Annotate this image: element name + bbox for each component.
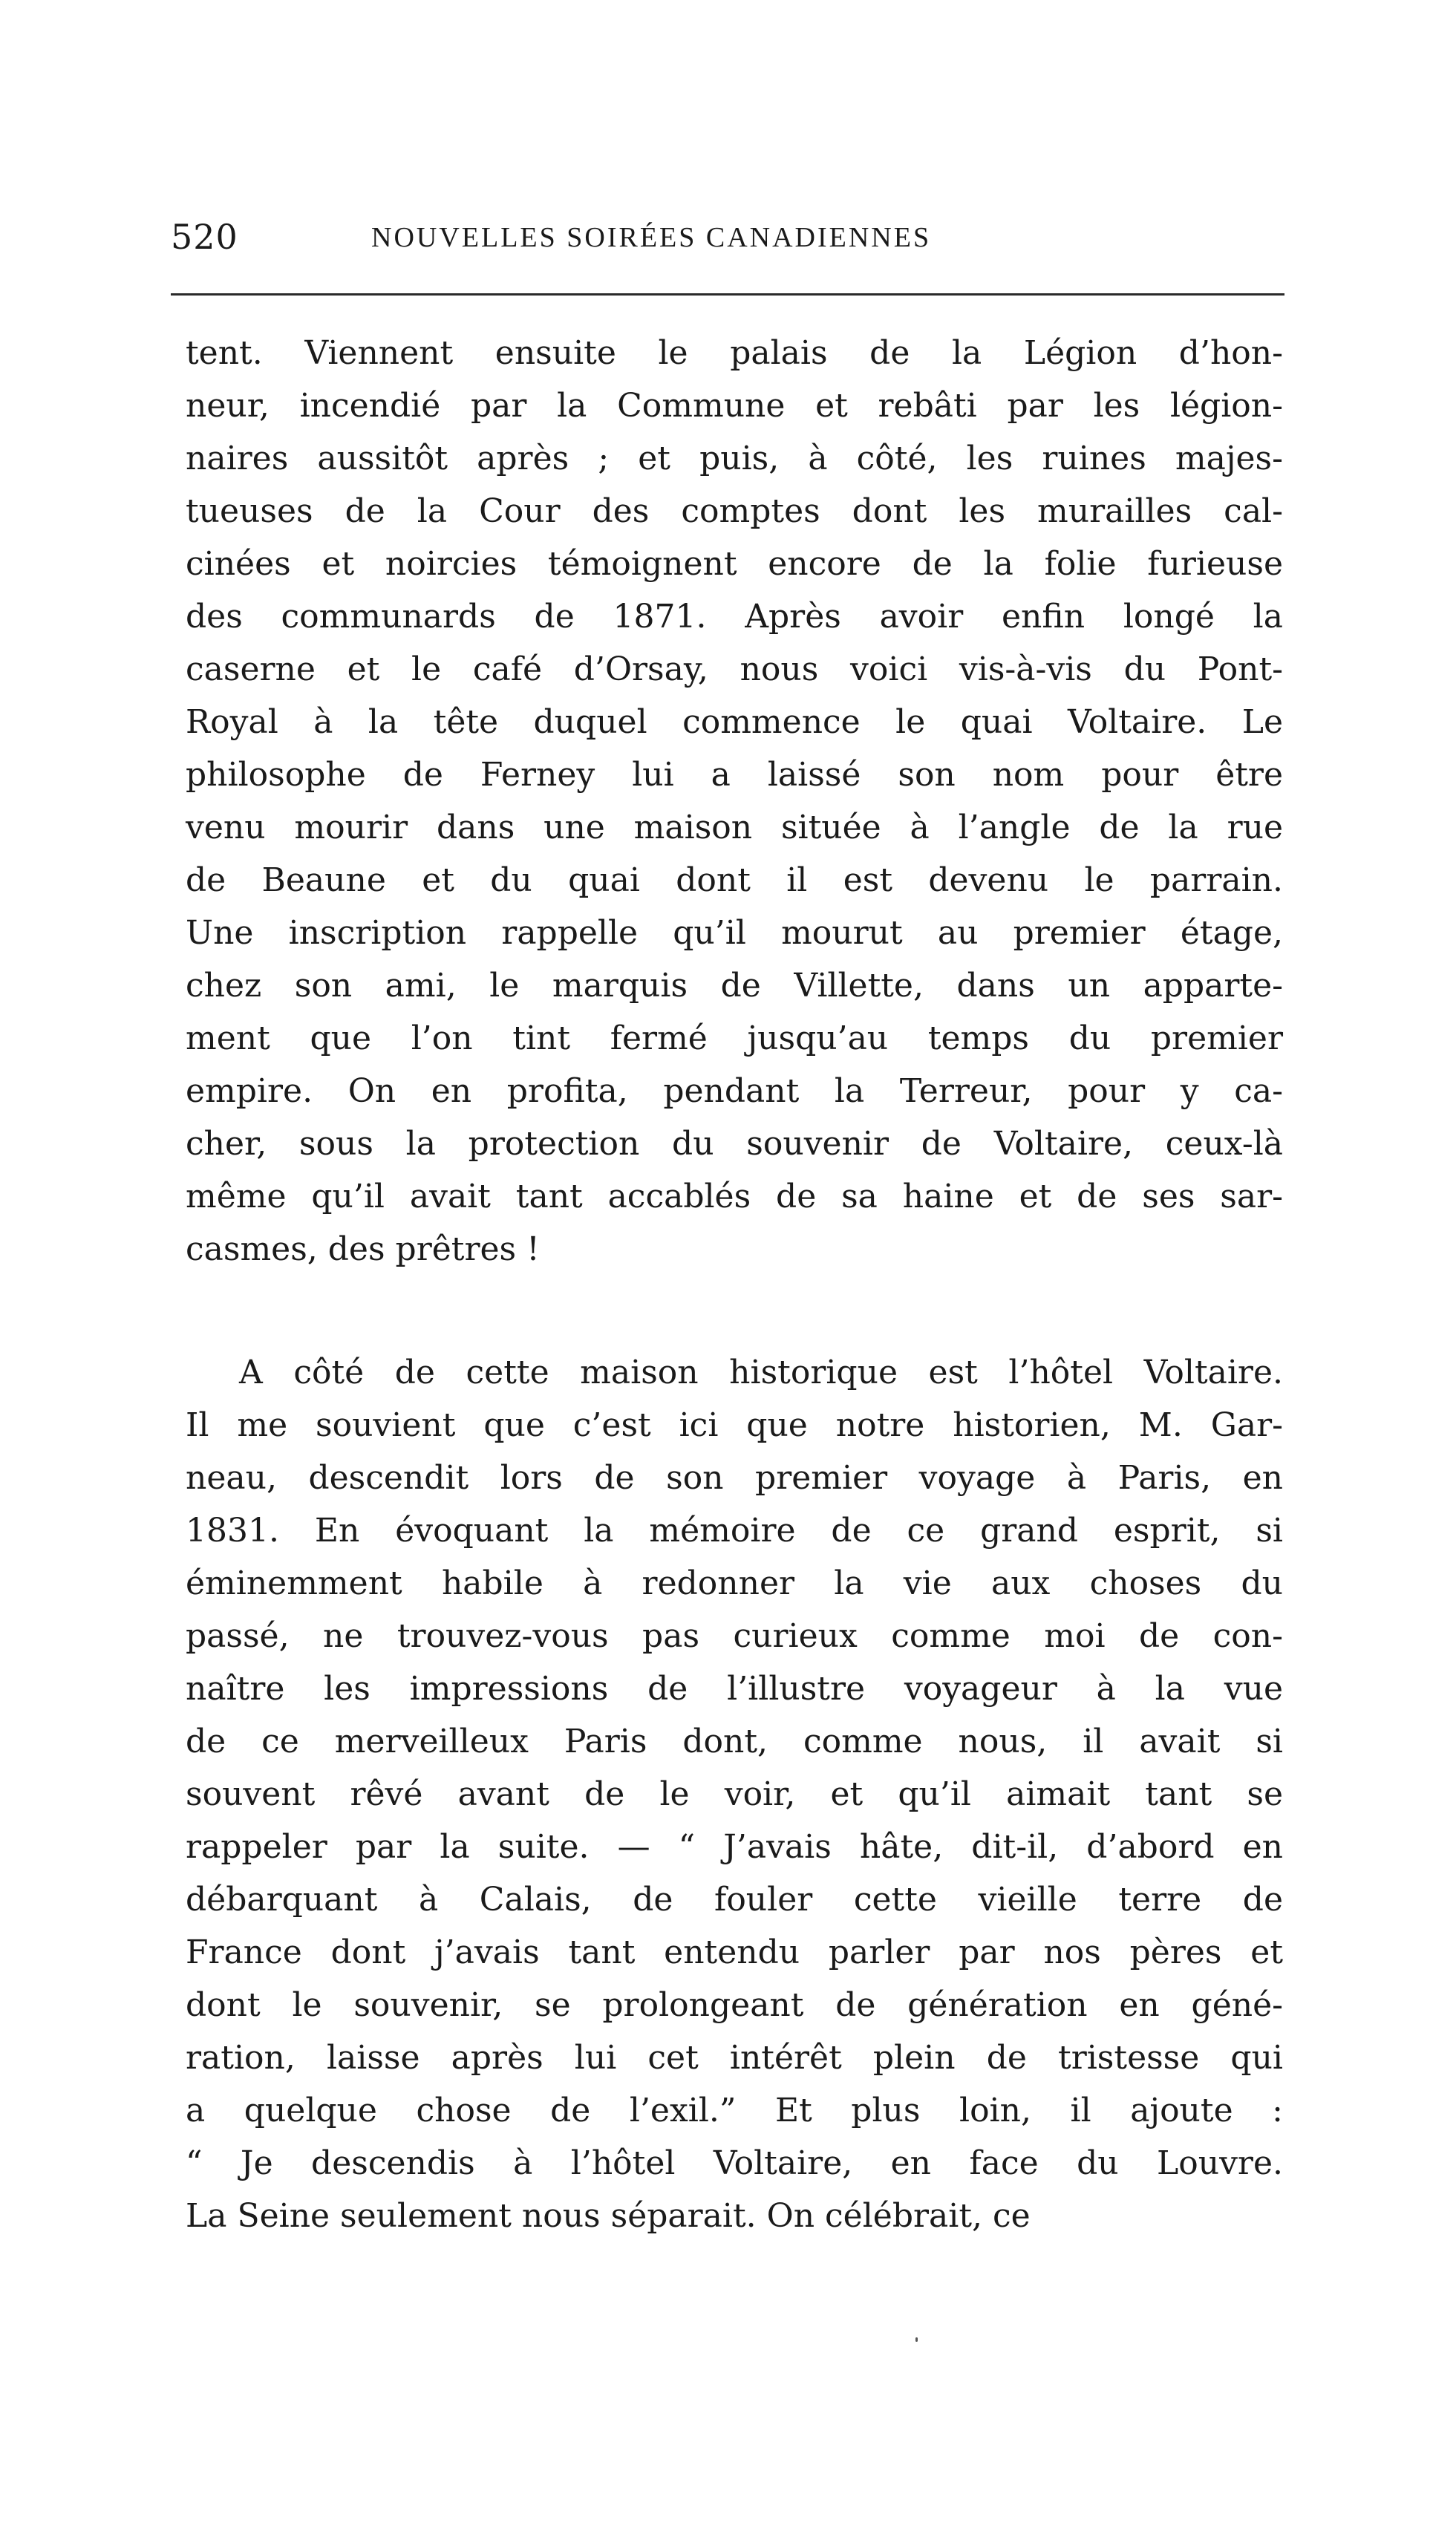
text-line: Une inscription rappelle qu’il mourut au premier étage, <box>186 914 1283 952</box>
text-line: La Seine seulement nous séparait. On célébrait, ce <box>186 2197 1031 2235</box>
text-line: de Beaune et du quai dont il est devenu le parrain. <box>186 861 1283 899</box>
header-rule <box>171 293 1284 296</box>
text-line: 1831. En évoquant la mémoire de ce grand esprit, si <box>186 1512 1283 1550</box>
text-line: ration, laisse après lui cet intérêt plein de tristesse qui <box>186 2039 1283 2077</box>
page-number: 520 <box>171 217 238 257</box>
text-line: passé, ne trouvez-vous pas curieux comme moi de con- <box>186 1617 1283 1655</box>
text-line: casmes, des prêtres ! <box>186 1230 540 1268</box>
text-line: de ce merveilleux Paris dont, comme nous, il avait si <box>186 1723 1283 1760</box>
text-line: philosophe de Ferney lui a laissé son nom pour être <box>186 756 1283 794</box>
text-line: Royal à la tête duquel commence le quai Voltaire. Le <box>186 703 1283 741</box>
text-line: A côté de cette maison historique est l’hôtel Voltaire. <box>239 1354 1283 1391</box>
text-line: neau, descendit lors de son premier voyage à Paris, en <box>186 1459 1283 1497</box>
text-line: tueuses de la Cour des comptes dont les murailles cal- <box>186 492 1283 530</box>
text-line: caserne et le café d’Orsay, nous voici vis-à-vis du Pont- <box>186 650 1283 688</box>
paper-speck <box>915 2337 918 2342</box>
text-line: venu mourir dans une maison située à l’angle de la rue <box>186 809 1283 846</box>
paragraph-spacer <box>186 1276 1283 1346</box>
text-line: chez son ami, le marquis de Villette, dans un apparte- <box>186 967 1283 1005</box>
text-line: rappeler par la suite. — “ J’avais hâte, dit-il, d’abord en <box>186 1828 1283 1866</box>
text-line: souvent rêvé avant de le voir, et qu’il aimait tant se <box>186 1775 1283 1813</box>
text-line: éminemment habile à redonner la vie aux choses du <box>186 1564 1283 1602</box>
paragraph-2 <box>186 1346 1283 2242</box>
paragraph-1 <box>186 327 1283 1276</box>
text-line: tent. Viennent ensuite le palais de la Légion d’hon- <box>186 334 1283 372</box>
text-line: ment que l’on tint fermé jusqu’au temps du premier <box>186 1019 1283 1057</box>
text-line: débarquant à Calais, de fouler cette vieille terre de <box>186 1881 1283 1919</box>
text-line: a quelque chose de l’exil.” Et plus loin, il ajoute : <box>186 2092 1283 2129</box>
text-line: “ Je descendis à l’hôtel Voltaire, en face du Louvre. <box>186 2144 1283 2182</box>
running-head <box>171 217 1284 269</box>
text-line: même qu’il avait tant accablés de sa haine et de ses sar- <box>186 1178 1283 1215</box>
text-line: Il me souvient que c’est ici que notre historien, M. Gar- <box>186 1406 1283 1444</box>
text-line: France dont j’avais tant entendu parler par nos pères et <box>186 1933 1283 1971</box>
text-line: naître les impressions de l’illustre voyageur à la vue <box>186 1670 1283 1708</box>
text-line: naires aussitôt après ; et puis, à côté, les ruines majes- <box>186 440 1283 477</box>
text-line: des communards de 1871. Après avoir enfin longé la <box>186 598 1283 636</box>
running-title: NOUVELLES SOIRÉES CANADIENNES <box>371 222 932 253</box>
text-line: cinées et noircies témoignent encore de la folie furieuse <box>186 545 1283 583</box>
text-line: dont le souvenir, se prolongeant de génération en géné- <box>186 1986 1283 2024</box>
body-text <box>186 327 1283 2242</box>
text-line: cher, sous la protection du souvenir de Voltaire, ceux-là <box>186 1125 1283 1163</box>
text-line: neur, incendié par la Commune et rebâti par les légion- <box>186 387 1283 425</box>
text-line: empire. On en profita, pendant la Terreur, pour y ca- <box>186 1072 1283 1110</box>
